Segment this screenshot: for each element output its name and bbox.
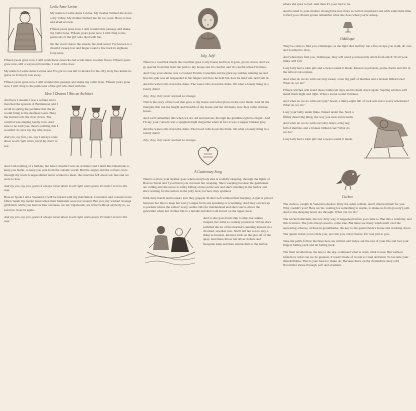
lyric-line: how it goes, grows down. And we go special from that hour bbox=[143, 60, 270, 69]
lyric-line: And my you, my you, guess it always came down to all right when bbox=[4, 214, 91, 219]
lyric-line: the mariner's sunning interest bbox=[227, 224, 267, 229]
lyric-line: Lazy lady had a satin girl and a bbox=[283, 136, 325, 141]
lyric-line: And my you, my you, guess it always came down to all right when bbox=[4, 183, 91, 188]
lyric-line: if it was just to you. bbox=[363, 232, 390, 237]
lyric-line: cruel, what is true. But without reflection, what can we do bbox=[283, 250, 403, 259]
lyric-line: quarterback's house and cracking doors. bbox=[358, 225, 412, 230]
lyric-line: can her up to packets where the sailors' scary, sadist calls for bbox=[143, 200, 270, 209]
lyric-line: can we do? bbox=[342, 210, 358, 215]
lyric-line: always used to come true. But there are many windowsill over bbox=[313, 221, 396, 226]
lyric-line: to meet, the structure fell about our feet and we were to bbox=[4, 172, 129, 181]
lyric-line: in a chocked, sawdust tree. She'll bbox=[203, 224, 273, 233]
lyric-line: and scream. bbox=[337, 114, 354, 119]
lyric-line: And when they find you, Odalisque, they will wind you bbox=[283, 54, 357, 59]
lyric-line: And the water rolls down the drain. The water rolls down the bbox=[143, 82, 224, 87]
lyric-line: her savvy tongue from any speaking or screaming. And they bbox=[175, 200, 256, 205]
lyric-line: rots away. bbox=[28, 73, 42, 78]
lyric-line: deserving thing, the way you kick bbox=[292, 114, 337, 119]
lyric-line: Lazy your belly under mine. Naked under me. Such a fifthly bbox=[283, 110, 354, 119]
lyric-line: And I am nothing of a builder, but here I dreamt I was an bbox=[4, 164, 80, 169]
lyric-line: barbers tall, the river down. bbox=[8, 115, 46, 120]
lyric-line: And be kind to your mother, through the stay more as verbal bbox=[283, 8, 363, 13]
lyric-line: returns him to the harbor. bbox=[234, 241, 269, 246]
lyric-line: drain. Oh what a lonely thing in a lonely drain! bbox=[143, 82, 269, 91]
lyric-line: Fifteen witches will stand those bathroom days and tie bbox=[283, 88, 355, 93]
lyric-line: rifle down. bbox=[36, 128, 52, 133]
lyric-line: without their keeping. A gun is placed between her lips to keep bbox=[143, 196, 273, 205]
song-title-leslie-anne-levine: Leslie Anne Levine bbox=[50, 5, 78, 9]
song-lyrics-cautionary bbox=[143, 177, 273, 246]
lyric-line: Fifteen years gone now, I still wash these cassocks and bbox=[4, 58, 77, 62]
lyric-line: recall in spring the perfume bbox=[4, 106, 41, 111]
illustration-sailor-boat bbox=[143, 218, 199, 268]
lyric-line: where she goes to bed. And then it's your bed to be. bbox=[283, 2, 351, 6]
lyric-line: On a fire escape you walk, all care and troubled to drop. bbox=[283, 43, 412, 52]
lyric-line: incense, knotted, kick on the bbox=[214, 233, 252, 238]
lyric-line: lose. bbox=[14, 176, 21, 181]
lyric-line: There is a road that meets the road that goes to my house and bbox=[143, 60, 224, 65]
odalisque-drawing bbox=[358, 112, 412, 160]
lyric-line: grew up sudden running up and how his gun was all suspended bbox=[143, 71, 268, 80]
lyric-line: remember what she does when you're asleep. bbox=[318, 13, 379, 18]
illustration-cuckoo-bird bbox=[333, 162, 363, 192]
song-lyrics-cuckoo bbox=[283, 202, 412, 268]
lyric-line: Fifteen years gone now, I still wander this bbox=[50, 26, 106, 31]
lyric-line: rock salt and a worry whetstone? What do we do? bbox=[283, 99, 410, 108]
lyric-line: corners cross through my work is unparalleled never wanted bbox=[4, 168, 128, 177]
lyric-line: My name is Leslie Anne Levine and I've got no one left to bbox=[4, 69, 81, 74]
lyric-line: pier off of the quay. And bbox=[203, 233, 271, 242]
lyric-refrain: July, July, July never seemed so strange. bbox=[143, 93, 197, 98]
lyric-line: petticoats and she's standing in the harbor and she's waiting bbox=[143, 185, 268, 194]
illustration-leslie-anne bbox=[4, 4, 46, 56]
lyric-line: there throw her silver dollars bbox=[217, 237, 256, 242]
lyric-line: glows in the ever mean. And all the triangles that run the length bbox=[143, 100, 270, 109]
lyric-line: that the air would bring to bbox=[4, 106, 56, 115]
lyric-line: And what do we do with our bbox=[283, 121, 321, 126]
lyric-line: And what do we do with our lady sweet, a last big puff of bbox=[283, 76, 359, 81]
column-right bbox=[283, 2, 412, 407]
lyric-line: the rest of your life and lost your fingers failing each and all bbox=[283, 239, 409, 248]
leslie-anne-drawing bbox=[4, 4, 46, 56]
lyric-line: tell her son to stay a thing as bbox=[203, 228, 269, 238]
lyric-line: prickets, praise ducks and dirt in the tallrod colocations. bbox=[283, 65, 411, 75]
lyric-line: heavenly stitch from stitch 'til all your limbs will fall. bbox=[283, 54, 408, 64]
lyric-line: spaghetti light magazine when in fact it was a supper blanket bbox=[178, 120, 259, 125]
lyric-line: drain. Oh what a lonely thing in a lonely drain! bbox=[143, 126, 269, 136]
lyric-line: you came to. But this a celebrity, and this is unrest. The jobs bbox=[283, 216, 412, 226]
lyric-line: clothes fall to a bundle and she's laid in bed on the upper deck. bbox=[169, 209, 253, 214]
lyric-line: the answering adverse, written in grandmarks, the key to the bbox=[283, 221, 401, 230]
lyric-line: soldier and I marched the bbox=[4, 98, 56, 107]
soldiers-drawing bbox=[64, 100, 134, 162]
column-middle bbox=[143, 2, 273, 407]
cuckoo-bird-drawing bbox=[333, 162, 363, 192]
lyric-line: soft and obedient. bbox=[318, 263, 342, 268]
lyric-line: when you'd lay there to see. bbox=[4, 139, 58, 148]
lyric-line: guess it's better to turn this way. bbox=[4, 214, 128, 223]
lyric-line: in. bbox=[265, 75, 270, 80]
lyric-line: mother birthed me far too soon. Born at bbox=[72, 15, 125, 20]
lyric-line: sweet sound it made. bbox=[325, 136, 353, 141]
lyric-line: cue? What do we do? bbox=[283, 125, 350, 134]
rope-heart-drawing bbox=[194, 145, 222, 167]
song-lyrics-odalisque bbox=[283, 44, 412, 141]
lyric-line: you listen you can hear her weeping. She's weeping because bbox=[169, 180, 249, 185]
lyric-line: my rattle bone. Fifteen years gone now, I still cling to the bbox=[4, 80, 131, 89]
illustration-soldiers bbox=[64, 100, 134, 162]
lyric-line: This is the story of the road that goes to my house and what bbox=[143, 100, 222, 105]
lyric-line: baby dears, a big bag full of bbox=[283, 121, 350, 130]
lyric-line: On the road I dance the streets, the dark bbox=[50, 42, 103, 47]
lyric-line: we are vagabonds, we travel without anybody so, so sad now bbox=[4, 203, 130, 212]
lyric-line: right. What a sweet sound it makes. bbox=[311, 92, 359, 97]
lyric-line: petticoats of the girl who died with me. bbox=[50, 35, 102, 40]
lyric-line: greatest, it wasn't made of words so cruel and kind. To become bbox=[318, 254, 402, 259]
lyric-line: Lazy lady had a satin girl and a sweet sound it made. Raised on bbox=[283, 65, 367, 70]
lyric-line: gray. bbox=[259, 120, 267, 125]
lyric-line: your thunderflakes. This is your heart to make do. Because bbox=[283, 254, 409, 263]
lyric-line: mother birthed me down a dry valley. My bbox=[50, 11, 132, 20]
lyric-line: And you, my fair, you, say I bbox=[4, 134, 40, 139]
song-title-architect: Here I Dreamt I Was an Architect bbox=[44, 91, 94, 96]
song-title-odalisque: Odalisque bbox=[340, 37, 355, 42]
lyric-line: soundly sleeping, through the lights of Boscoe Street and I bbox=[143, 176, 270, 185]
lyric-line: I wouldn't do save lay my bbox=[4, 123, 59, 133]
july-portrait-drawing bbox=[187, 5, 229, 51]
lyric-line: With dirty hands and trousers torn they grapple 'til she's left bbox=[143, 196, 222, 201]
lyric-line: My name is Leslie Anne Levine. My bbox=[50, 11, 99, 16]
lyric-line: There's a place your mother goes when everybody else is bbox=[143, 176, 219, 181]
lamp-drawing bbox=[340, 20, 356, 34]
lyric-line: with you, there's nothing that bbox=[17, 123, 57, 128]
lyric-line: them down again. Sapling witches will mend them night and bbox=[283, 88, 407, 97]
lyric-line: sewer I've known is a chasm I sweep low bbox=[50, 42, 132, 51]
lyric-line: in his fingers and how he held his, how he held 'em, held 'em bbox=[184, 75, 265, 80]
lyric-line: The wicked alluvium, the low dirty way, it happened before bbox=[283, 216, 362, 221]
lyric-line: The carnival was singing bbox=[4, 115, 52, 124]
lyric-line: passage and shake my rattle bone. Fifteen bbox=[50, 26, 131, 35]
lyric-line: always come down to all right bbox=[4, 134, 58, 144]
lyric-line: loudly now. And sure to be bbox=[4, 119, 54, 128]
lyric-line: The queen writes you to hide you, provide you, what I know bbox=[283, 232, 363, 237]
lyric-line: fading back. bbox=[318, 243, 336, 248]
lyric-line: close in again. bbox=[15, 207, 35, 212]
lyric-line: And we'll remember this when we are old and uneven, through bbox=[143, 115, 226, 120]
lyric-line: there on the clothesline deep cold November shone through, bbox=[283, 258, 399, 268]
lyric-line: wayward traveller, I wait at the door. bbox=[26, 62, 75, 67]
lyric-line: And here I dreamt I was a bbox=[4, 98, 39, 103]
lyric-line: marbles and a broken billiard bbox=[291, 125, 331, 130]
song-title-cautionary-song: A Cautionary Song bbox=[194, 170, 222, 175]
lyric-line: scrub these wooden floors. Fifteen years gone now, still a bbox=[4, 58, 131, 67]
lyric-line: the path to my house and it's careful, and it's careful when I'm bbox=[176, 64, 259, 69]
lyric-line: spreads of Battlestreet and I bbox=[21, 102, 58, 107]
illustration-rope-heart bbox=[194, 145, 222, 167]
lyric-line: tender hand when their husbands were not around. But you, bbox=[25, 199, 105, 204]
lyric-line: Fifteen years gone now, I still wander this passage and shake bbox=[4, 80, 85, 85]
lyric-line: and mosquito kelp and then bbox=[203, 237, 261, 246]
lyric-line: we lie, waiting for something to startle, to shake us from bbox=[316, 205, 391, 210]
sailor-boat-drawing bbox=[143, 218, 199, 268]
lyric-line: the deafness town. Here the bbox=[4, 110, 56, 120]
lyric-line: for the sailors in the jolly boat, for how they sprinted. bbox=[160, 189, 232, 194]
lyric-line: late she's satisfied the lot of bbox=[203, 220, 272, 229]
lyric-line: sweetheart and with some time time to find you collared gotten bbox=[283, 8, 412, 18]
lyric-line: there. bbox=[259, 64, 267, 69]
lyric-line: matchstick. Crusaders and consorts have fallen 'neath my bbox=[4, 194, 132, 204]
lyric-line: nine and dead at noon. bbox=[50, 15, 132, 24]
lyric-line: And I say your smoke was a crooked Pontiac Canadian and he bbox=[143, 71, 226, 76]
lyric-line: maidenhead and she's starve above the gatewider when her bbox=[143, 204, 260, 214]
lyric-line: The cuckoo, caught in Venetian shadow. Only the ashes bbox=[283, 201, 357, 206]
lyric-line: the grumble right be ringin'. And I'll say your console was a bbox=[143, 115, 270, 125]
lyric-line: guess it's better to turn this way. bbox=[4, 183, 128, 193]
lyric-line: arms so crudely protected, 'til bbox=[219, 220, 259, 225]
illustration-lamp bbox=[340, 20, 356, 34]
lyric-line: forty-nine. bbox=[50, 50, 65, 55]
song-title-cuckoo: Cuckoo bbox=[342, 195, 353, 200]
illustration-odalisque-figure bbox=[358, 112, 412, 160]
lyric-refrain: July, July, July never seemed so strange. bbox=[143, 137, 197, 142]
lyric-line: marbles and a broken billiard cue? What do we do? bbox=[283, 76, 406, 86]
song-lyrics-cautionary-continued bbox=[283, 2, 412, 17]
lyric-line: and linger round a fire back in eighteen bbox=[76, 46, 128, 51]
lyric-line: The final recollection, the tale to the sky, continued what is bbox=[283, 250, 361, 255]
lyric-line: my wicked revenge girlfriend, while you harrow like a lioness, bbox=[4, 199, 132, 208]
lyric-line: the gentlemen are calling and she never is softly falling on her bbox=[143, 180, 269, 190]
song-lyrics-july bbox=[143, 60, 273, 142]
lyric-line: remain. And I married them for you. Why couldn't you? Here bbox=[283, 201, 406, 210]
lyric-line: chicken bones. bbox=[143, 104, 268, 113]
lyric-line: you safe from the outside world. But the angles and the bbox=[36, 168, 110, 173]
illustration-july-portrait bbox=[187, 5, 229, 51]
lyric-line: grocery's pall. And so the sleeping hours are through. What bbox=[283, 205, 410, 215]
lyric-line: And the water rolls down the drain. The blood rolls down the bbox=[143, 126, 224, 131]
lyric-line: They've come to find you, Odalisque, as the light dies terribly. bbox=[283, 43, 366, 48]
lyric-line: ship, her ankles clasped, her bbox=[203, 215, 263, 225]
song-title-july-july: July, July! bbox=[200, 54, 216, 58]
lyric-line: and breadth of my house and the chickens, how they rattle bbox=[180, 104, 257, 109]
lyric-line: Here in Spain I am a Spaniard, I will be buried with my bbox=[4, 194, 78, 199]
lyric-line: architect and I built this balustrade to keep you home, to keep bbox=[4, 164, 130, 173]
lyric-line: years gone now, I still cling to the bbox=[80, 30, 126, 35]
lyric-line: And so she goes from ship to bbox=[203, 215, 242, 220]
column-left bbox=[4, 2, 134, 402]
lyric-line: mourn for me. My body lies inside its grave as it slowly bbox=[4, 69, 132, 78]
lyric-line: Take the palm, follow the lines here are written and swipe out bbox=[283, 239, 365, 244]
lyric-line: petticoats of the girl who died with me. bbox=[34, 84, 87, 89]
lyric-line: And what do we do with our lady? Jewel, a thirty-eight full of bbox=[283, 99, 365, 104]
